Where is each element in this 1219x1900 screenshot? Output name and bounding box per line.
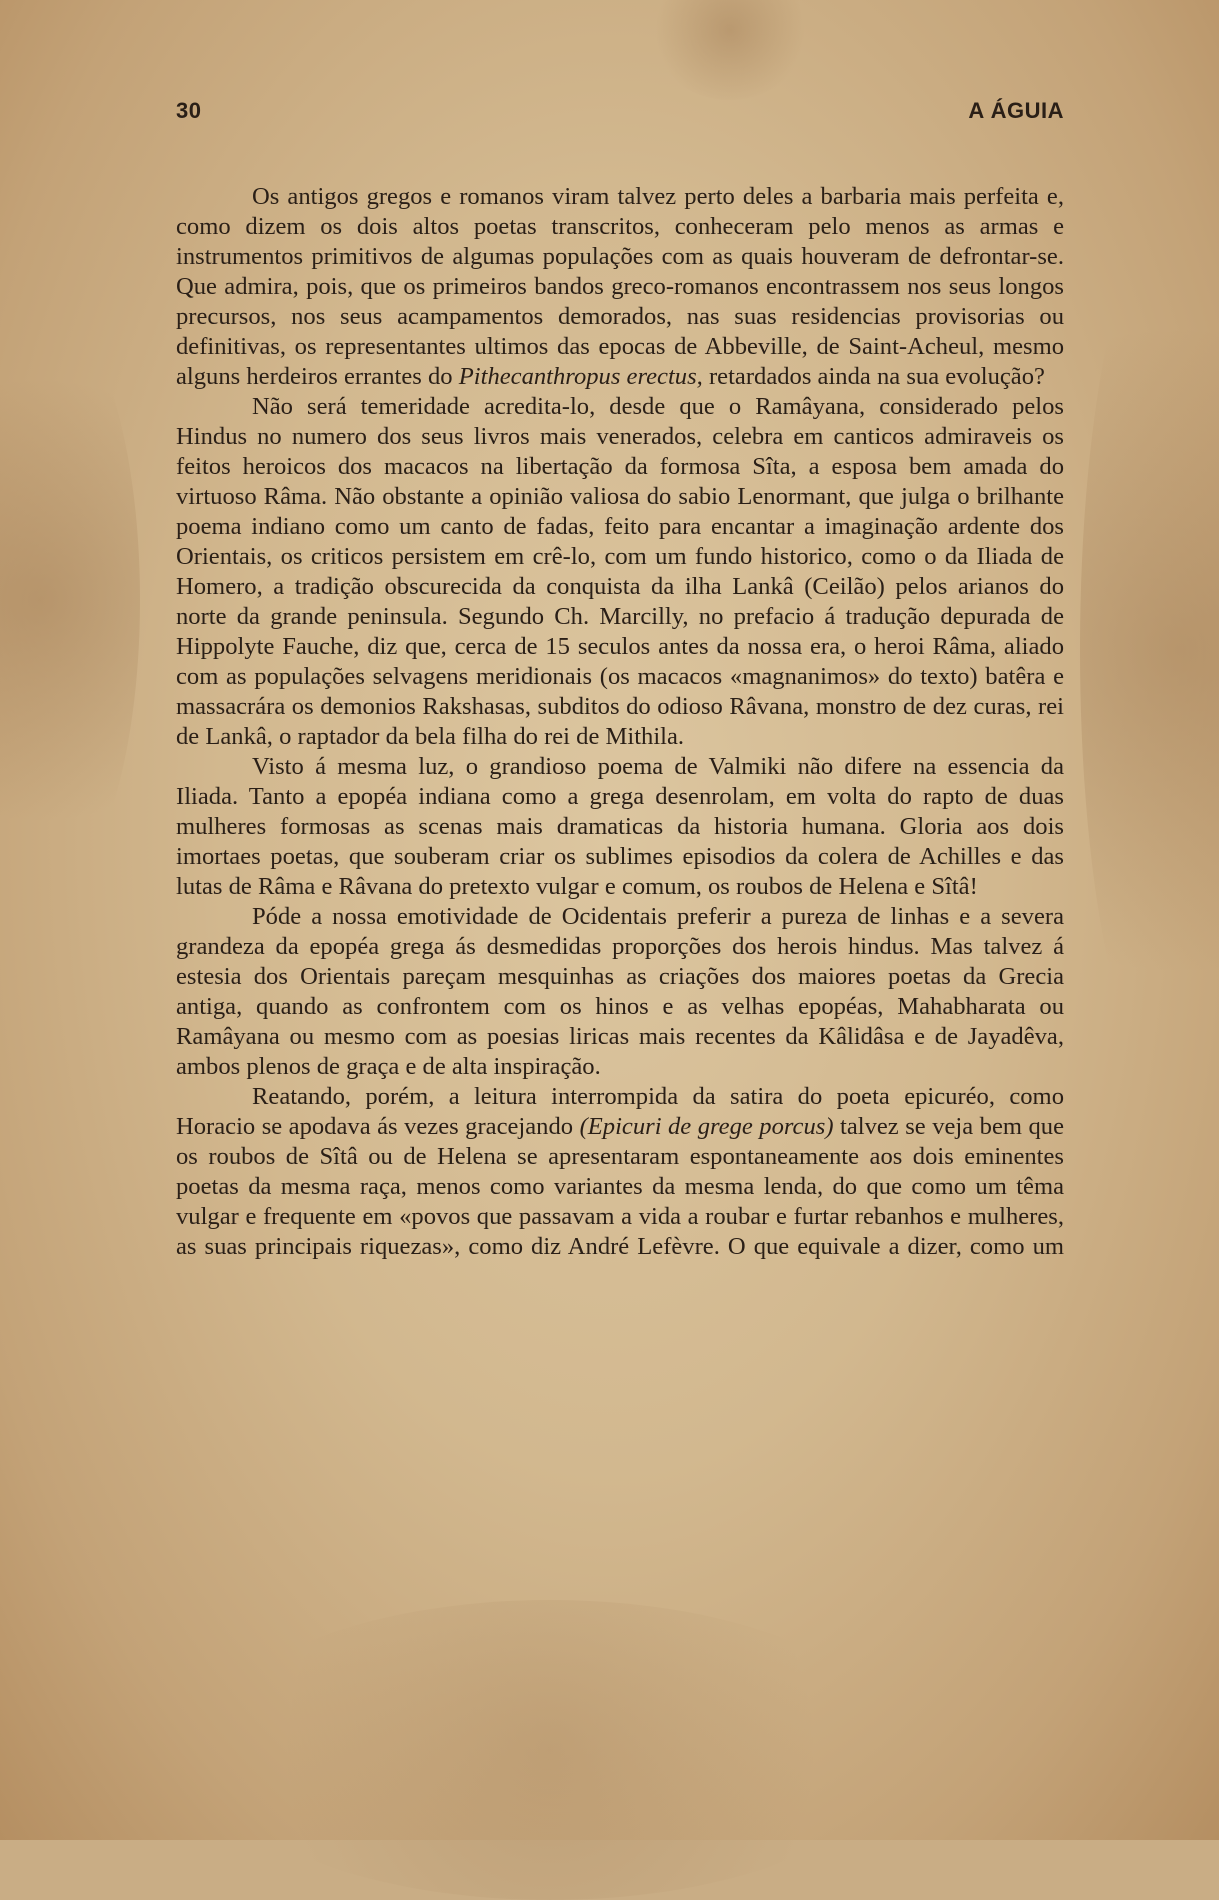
- page-number: 30: [176, 98, 202, 123]
- paragraph-3: [176, 752, 1064, 902]
- edge-stain: [0, 300, 140, 900]
- paragraph-5-text: Reatando, porém, a leitura interrompida da satira do poeta epicuréo, como Horacio se apodava ás vezes gracejando: [176, 1083, 1064, 1140]
- edge-stain: [1080, 200, 1219, 1100]
- paragraph-2: [176, 392, 1064, 752]
- paragraph-3-text: Visto á mesma luz, o grandioso poema de Valmiki não difere na essencia da Iliada. Tanto a epopéa indiana como a grega desenrolam, em volta do rapto de duas mulheres formosas as scenas mais dramaticas da historia humana. Gloria aos dois imortaes poetas, que souberam criar os sublimes episodios da colera de Achilles e das lutas de Râma e Râvana do pretexto vulgar e comum, os roubos de Helena e Sîtâ!: [176, 753, 1064, 900]
- paragraph-4: [176, 902, 1064, 1082]
- italic-term-pithecanthropus: Pithecanthropus erectus,: [458, 363, 703, 390]
- paragraph-1-text: Os antigos gregos e romanos viram talvez perto deles a barbaria mais perfeita e, como dizem os dois altos poetas transcritos, conheceram pelo menos as armas e instrumentos primitivos de algumas populações com as quais houveram de defrontar-se. Que admira, pois, que os primeiros bandos greco-romanos encontrassem nos seus longos precursos, nos seus acampamentos demorados, nas suas residencias provisorias ou definitivas, os representantes ultimos das epocas de Abbeville, de Saint-Acheul, mesmo alguns herdeiros errantes do: [176, 183, 1064, 390]
- journal-title: A ÁGUIA: [968, 98, 1064, 123]
- italic-quote-epicuri: (Epicuri de grege porcus): [579, 1113, 834, 1140]
- paragraph-5: [176, 1082, 1064, 1262]
- paragraph-4-text: Póde a nossa emotividade de Ocidentais preferir a pureza de linhas e a severa grandeza da epopéa grega ás desmedidas proporções dos herois hindus. Mas talvez á estesia dos Orientais pareçam mesquinhas as criações dos maiores poetas da Grecia antiga, quando as confrontem com os hinos e as velhas epopéas, Mahabharata ou Ramâyana ou mesmo com as poesias liricas mais recentes da Kâlidâsa e de Jayadêva, ambos plenos de graça e de alta inspiração.: [176, 903, 1064, 1080]
- article-body: [176, 182, 1064, 1262]
- paragraph-1-tail: retardados ainda na sua evolução?: [708, 363, 1045, 390]
- bottom-stain: [200, 1600, 900, 1900]
- top-stain: [650, 0, 810, 100]
- paragraph-5-continuation: talvez se veja bem que os roubos de Sîtâ ou de Helena se apresentaram espontaneamente aos dois eminentes poetas da mesma raça, menos como variantes da mesma lenda, do que como um têma vulgar e frequente em «povos que passavam a vida a roubar e furtar rebanhos e mulheres, as suas principais riquezas», como diz André Lefèvre. O que equivale a dizer, como um: [176, 1113, 1064, 1260]
- paragraph-2-text: Não será temeridade acredita-lo, desde que o Ramâyana, considerado pelos Hindus no numero dos seus livros mais venerados, celebra em canticos admiraveis os feitos heroicos dos macacos na libertação da formosa Sîta, a esposa bem amada do virtuoso Râma. Não obstante a opinião valiosa do sabio Lenormant, que julga o brilhante poema indiano como um canto de fadas, feito para encantar a imaginação ardente dos Orientais, os criticos persistem em crê-lo, com um fundo historico, como o da Iliada de Homero, a tradição obscurecida da conquista da ilha Lankâ (Ceilão) pelos arianos do norte da grande peninsula. Segundo Ch. Marcilly, no prefacio á tradução depurada de Hippolyte Fauche, diz que, cerca de 15 seculos antes da nossa era, o heroi Râma, aliado com as populações selvagens meridionais (os macacos «magnanimos» do texto) batêra e massacrára os demonios Rakshasas, subditos do odioso Râvana, monstro de dez curas, rei de Lankâ, o raptador da bela filha do rei de Mithila.: [176, 393, 1064, 750]
- paragraph-1: [176, 182, 1064, 392]
